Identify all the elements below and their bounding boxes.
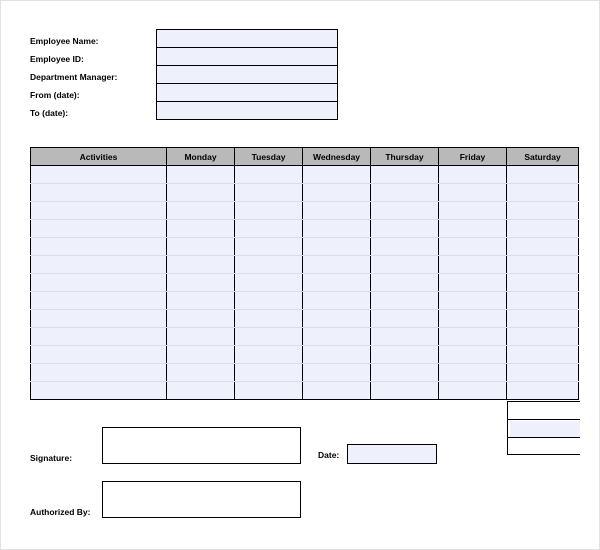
activity-cell[interactable] <box>31 220 167 238</box>
table-row <box>31 364 579 382</box>
employee-name-field[interactable] <box>157 30 337 48</box>
total-box <box>507 401 580 455</box>
activity-cell[interactable] <box>31 184 167 202</box>
activity-cell[interactable] <box>31 328 167 346</box>
hours-cell[interactable] <box>303 292 371 310</box>
signature-field[interactable] <box>102 427 301 464</box>
hours-cell[interactable] <box>507 292 579 310</box>
col-header-monday: Monday <box>167 148 235 166</box>
employee-id-label: Employee ID: <box>30 54 84 64</box>
hours-cell[interactable] <box>303 364 371 382</box>
hours-cell[interactable] <box>303 202 371 220</box>
hours-cell[interactable] <box>439 238 507 256</box>
hours-cell[interactable] <box>167 166 235 184</box>
table-row <box>31 184 579 202</box>
hours-cell[interactable] <box>235 382 303 400</box>
hours-cell[interactable] <box>507 310 579 328</box>
employee-info-box <box>156 29 338 120</box>
activity-cell[interactable] <box>31 382 167 400</box>
col-header-thursday: Thursday <box>371 148 439 166</box>
department-manager-label: Department Manager: <box>30 72 118 82</box>
activity-cell[interactable] <box>31 256 167 274</box>
hours-cell[interactable] <box>439 256 507 274</box>
hours-cell[interactable] <box>507 274 579 292</box>
table-row <box>31 238 579 256</box>
hours-cell[interactable] <box>235 256 303 274</box>
hours-cell[interactable] <box>371 292 439 310</box>
hours-cell[interactable] <box>371 220 439 238</box>
hours-cell[interactable] <box>371 238 439 256</box>
hours-cell[interactable] <box>167 328 235 346</box>
hours-cell[interactable] <box>235 274 303 292</box>
hours-cell[interactable] <box>439 274 507 292</box>
table-row <box>31 202 579 220</box>
hours-cell[interactable] <box>507 166 579 184</box>
hours-cell[interactable] <box>371 364 439 382</box>
hours-cell[interactable] <box>303 166 371 184</box>
hours-cell[interactable] <box>167 382 235 400</box>
hours-cell[interactable] <box>167 274 235 292</box>
hours-cell[interactable] <box>303 184 371 202</box>
hours-cell[interactable] <box>439 292 507 310</box>
date-label: Date: <box>318 450 340 460</box>
activity-cell[interactable] <box>31 274 167 292</box>
activity-cell[interactable] <box>31 346 167 364</box>
hours-cell[interactable] <box>439 184 507 202</box>
hours-cell[interactable] <box>303 346 371 364</box>
hours-cell[interactable] <box>235 364 303 382</box>
hours-cell[interactable] <box>439 346 507 364</box>
hours-cell[interactable] <box>507 382 579 400</box>
hours-cell[interactable] <box>303 382 371 400</box>
hours-cell[interactable] <box>303 328 371 346</box>
activity-cell[interactable] <box>31 202 167 220</box>
hours-cell[interactable] <box>167 238 235 256</box>
hours-cell[interactable] <box>439 220 507 238</box>
date-field[interactable] <box>347 444 437 464</box>
col-header-activities: Activities <box>31 148 167 166</box>
table-row <box>31 346 579 364</box>
hours-cell[interactable] <box>303 310 371 328</box>
hours-cell[interactable] <box>303 256 371 274</box>
to-date-label: To (date): <box>30 108 69 118</box>
signature-label: Signature: <box>30 453 73 463</box>
hours-cell[interactable] <box>235 166 303 184</box>
total-divider <box>508 437 580 438</box>
col-header-tuesday: Tuesday <box>235 148 303 166</box>
activity-cell[interactable] <box>31 238 167 256</box>
total-field[interactable] <box>510 421 580 437</box>
col-header-saturday: Saturday <box>507 148 579 166</box>
hours-cell[interactable] <box>167 364 235 382</box>
hours-cell[interactable] <box>235 184 303 202</box>
hours-cell[interactable] <box>507 220 579 238</box>
from-date-label: From (date): <box>30 90 80 100</box>
hours-cell[interactable] <box>303 220 371 238</box>
hours-cell[interactable] <box>235 238 303 256</box>
employee-id-field[interactable] <box>157 48 337 66</box>
activity-cell[interactable] <box>31 166 167 184</box>
table-row <box>31 256 579 274</box>
hours-cell[interactable] <box>439 166 507 184</box>
timesheet-table <box>30 147 579 400</box>
hours-cell[interactable] <box>235 202 303 220</box>
hours-cell[interactable] <box>439 328 507 346</box>
hours-cell[interactable] <box>235 220 303 238</box>
total-divider <box>508 419 580 420</box>
hours-cell[interactable] <box>507 364 579 382</box>
timesheet-body <box>31 166 579 400</box>
hours-cell[interactable] <box>371 274 439 292</box>
hours-cell[interactable] <box>507 256 579 274</box>
hours-cell[interactable] <box>371 202 439 220</box>
authorized-by-label: Authorized By: <box>30 507 91 517</box>
hours-cell[interactable] <box>167 292 235 310</box>
hours-cell[interactable] <box>167 256 235 274</box>
hours-cell[interactable] <box>439 364 507 382</box>
hours-cell[interactable] <box>371 310 439 328</box>
activity-cell[interactable] <box>31 364 167 382</box>
hours-cell[interactable] <box>167 202 235 220</box>
hours-cell[interactable] <box>507 346 579 364</box>
col-header-friday: Friday <box>439 148 507 166</box>
hours-cell[interactable] <box>235 346 303 364</box>
to-date-field[interactable] <box>157 102 337 119</box>
activity-cell[interactable] <box>31 292 167 310</box>
table-row <box>31 166 579 184</box>
department-manager-field[interactable] <box>157 66 337 84</box>
hours-cell[interactable] <box>371 256 439 274</box>
table-row <box>31 220 579 238</box>
table-row <box>31 328 579 346</box>
hours-cell[interactable] <box>371 346 439 364</box>
hours-cell[interactable] <box>167 346 235 364</box>
hours-cell[interactable] <box>507 238 579 256</box>
table-row <box>31 292 579 310</box>
hours-cell[interactable] <box>507 202 579 220</box>
hours-cell[interactable] <box>167 184 235 202</box>
hours-cell[interactable] <box>507 328 579 346</box>
hours-cell[interactable] <box>507 184 579 202</box>
employee-name-label: Employee Name: <box>30 36 99 46</box>
activity-cell[interactable] <box>31 310 167 328</box>
hours-cell[interactable] <box>167 310 235 328</box>
hours-cell[interactable] <box>303 238 371 256</box>
hours-cell[interactable] <box>303 274 371 292</box>
hours-cell[interactable] <box>235 328 303 346</box>
hours-cell[interactable] <box>235 310 303 328</box>
table-row <box>31 274 579 292</box>
hours-cell[interactable] <box>371 382 439 400</box>
col-header-wednesday: Wednesday <box>303 148 371 166</box>
hours-cell[interactable] <box>371 166 439 184</box>
hours-cell[interactable] <box>235 292 303 310</box>
timesheet-header-row <box>31 148 579 166</box>
hours-cell[interactable] <box>439 202 507 220</box>
hours-cell[interactable] <box>371 184 439 202</box>
hours-cell[interactable] <box>167 220 235 238</box>
hours-cell[interactable] <box>439 382 507 400</box>
hours-cell[interactable] <box>439 310 507 328</box>
hours-cell[interactable] <box>371 328 439 346</box>
from-date-field[interactable] <box>157 84 337 102</box>
table-row <box>31 310 579 328</box>
authorized-by-field[interactable] <box>102 481 301 518</box>
table-row <box>31 382 579 400</box>
